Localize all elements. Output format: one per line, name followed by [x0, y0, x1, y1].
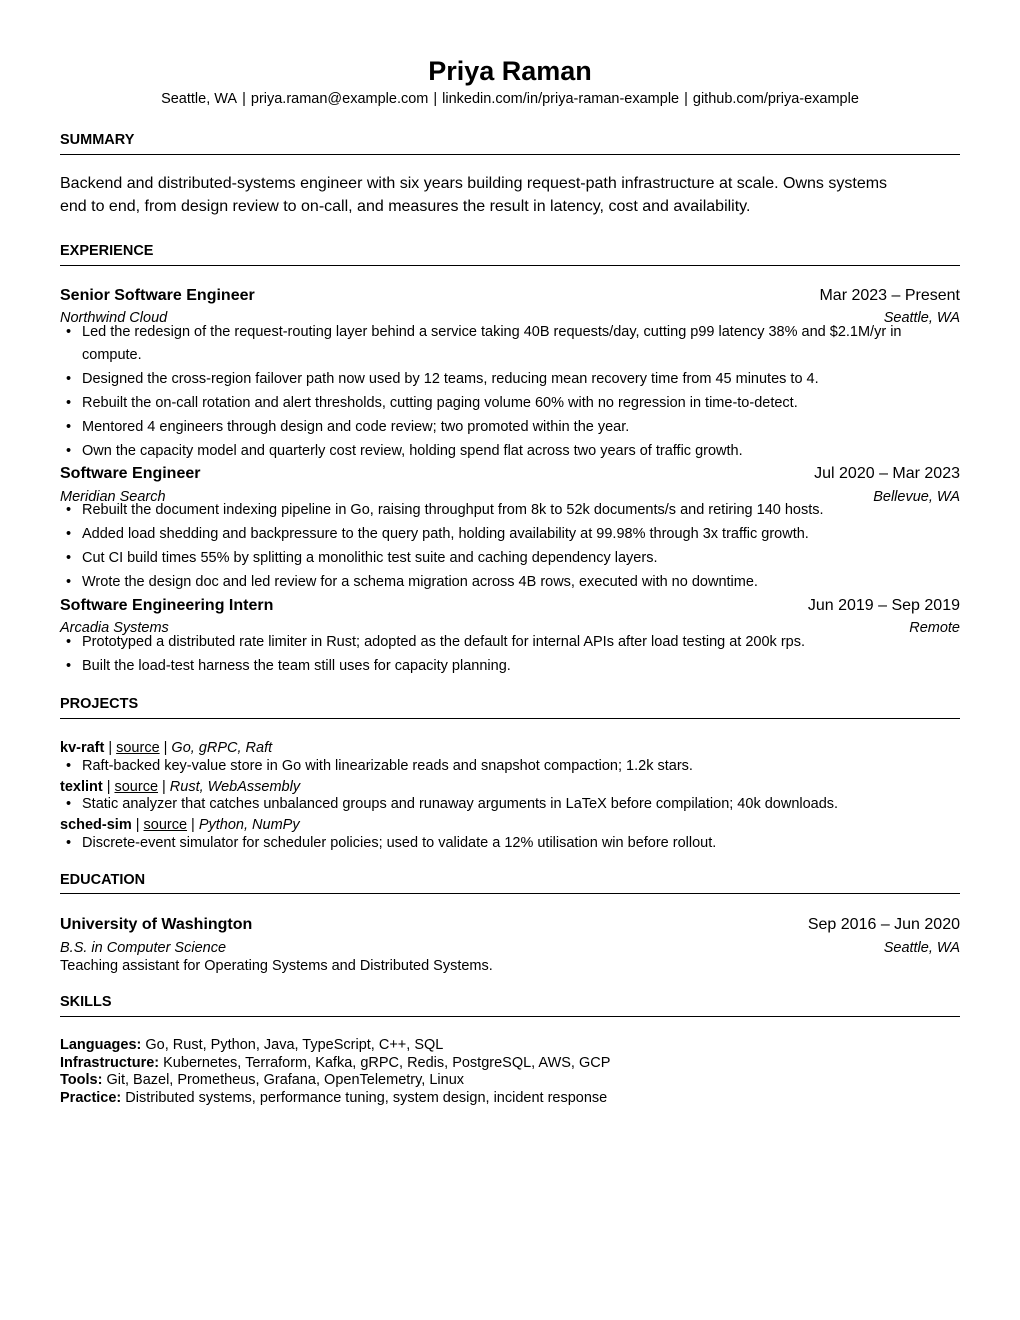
job-location: Remote	[909, 620, 960, 636]
bullet-text: Cut CI build times 55% by splitting a monolithic test suite and caching dependency layers.	[82, 550, 658, 566]
bullet-text: Rebuilt the on-call rotation and alert thresholds, cutting paging volume 60% with no regression in time-to-detect.	[82, 395, 798, 411]
education-degree: B.S. in Computer Science	[60, 940, 227, 956]
job-company: Arcadia Systems	[60, 620, 169, 636]
bullet-item	[60, 367, 960, 391]
job-bullets	[60, 498, 960, 594]
skill-label: Infrastructure:	[60, 1054, 160, 1071]
education-dates: Sep 2016 – Jun 2020	[807, 916, 960, 933]
job-location: Bellevue, WA	[873, 489, 960, 505]
bullet-dot: •	[66, 796, 72, 812]
bullet-text: Wrote the design doc and led review for a schema migration across 4B rows, executed with no downtime.	[82, 574, 758, 590]
project-name: kv-raft	[60, 740, 105, 756]
bullet-dot: •	[66, 758, 72, 774]
skill-label: Tools:	[60, 1072, 103, 1088]
pipe-separator: |	[108, 740, 113, 756]
bullet-dot: •	[66, 419, 72, 435]
pipe-separator: |	[135, 817, 140, 833]
bullet-item	[60, 320, 960, 344]
project-tech: Python, NumPy	[198, 817, 300, 833]
contact-email[interactable]: priya.raman@example.com	[250, 91, 429, 107]
skill-row	[60, 1090, 960, 1108]
bullet-text: Raft-backed key-value store in Go with linearizable reads and snapshot compaction; 1.2k stars.	[82, 758, 693, 774]
bullet-dot: •	[66, 395, 72, 411]
section-title-experience: EXPERIENCE	[60, 243, 154, 259]
job-bullets	[60, 630, 960, 678]
bullet-dot: •	[66, 371, 72, 387]
skill-value: Kubernetes, Terraform, Kafka, gRPC, Redis, PostgreSQL, AWS, GCP	[163, 1054, 611, 1071]
project-header	[60, 778, 300, 796]
job-location: Seattle, WA	[883, 310, 960, 326]
bullet-item	[60, 654, 960, 678]
contact-linkedin[interactable]: linkedin.com/in/priya-raman-example	[442, 91, 680, 107]
bullet-text: Led the redesign of the request-routing layer behind a service taking 40B requests/day, cutting p99 latency 38% and $2.1M/yr in	[82, 324, 902, 340]
pipe-separator: |	[106, 779, 111, 795]
bullet-text: Rebuilt the document indexing pipeline in Go, raising throughput from 8k to 52k documents/s and retiring 140 hosts.	[82, 502, 824, 518]
project-tech: Rust, WebAssembly	[169, 779, 301, 795]
summary-text	[60, 172, 960, 218]
skill-label: Practice:	[60, 1089, 122, 1106]
project-tech: Go, gRPC, Raft	[171, 740, 273, 756]
education-school: University of Washington	[60, 916, 253, 933]
job-dates: Jul 2020 – Mar 2023	[814, 465, 960, 482]
section-title-projects: PROJECTS	[60, 696, 139, 712]
section-title-skills: SKILLS	[60, 994, 112, 1010]
bullet-dot: •	[66, 574, 72, 590]
job-dates: Mar 2023 – Present	[819, 287, 960, 304]
bullet-continuation	[60, 343, 960, 367]
resume-page	[60, 0, 960, 1320]
project-header	[60, 816, 300, 834]
project-header	[60, 739, 272, 757]
bullet-dot: •	[66, 443, 72, 459]
bullet-text: Added load shedding and backpressure to the query path, holding availability at 99.98% through 3x traffic growth.	[82, 526, 809, 542]
bullet-item	[60, 630, 960, 654]
summary-line: end to end, from design review to on-call, and measures the result in latency, cost and availability.	[60, 198, 751, 215]
skill-row	[60, 1055, 960, 1073]
bullet-text: Mentored 4 engineers through design and code review; two promoted within the year.	[82, 419, 630, 435]
project-bullet	[60, 834, 716, 852]
project-name: sched-sim	[60, 817, 132, 833]
bullet-item	[60, 498, 960, 522]
bullet-item	[60, 546, 960, 570]
skills-list	[60, 1037, 960, 1107]
bullet-dot: •	[66, 324, 72, 340]
section-divider	[60, 154, 960, 155]
section-divider	[60, 893, 960, 894]
contact-line	[60, 90, 960, 108]
bullet-text: Designed the cross-region failover path now used by 12 teams, reducing mean recovery time from 45 minutes to 4.	[82, 371, 819, 387]
job-title: Software Engineer	[60, 465, 201, 482]
project-source-link[interactable]: source	[143, 817, 188, 833]
bullet-dot: •	[66, 835, 72, 851]
bullet-dot: •	[66, 526, 72, 542]
job-title: Senior Software Engineer	[60, 287, 255, 304]
skill-row	[60, 1072, 960, 1090]
skill-value: Git, Bazel, Prometheus, Grafana, OpenTelemetry, Linux	[106, 1072, 465, 1088]
bullet-text: Prototyped a distributed rate limiter in Rust; adopted as the default for internal APIs after load testing at 200k rps.	[82, 634, 805, 650]
pipe-separator: |	[162, 779, 166, 795]
bullet-text: compute.	[82, 347, 142, 363]
contact-separator: |	[433, 91, 438, 107]
summary-line: Backend and distributed-systems engineer with six years building request-path infrastructure at scale. Owns systems	[60, 175, 888, 192]
job-company: Northwind Cloud	[60, 310, 168, 326]
bullet-dot: •	[66, 658, 72, 674]
education-note: Teaching assistant for Operating Systems and Distributed Systems.	[60, 958, 493, 974]
pipe-separator: |	[163, 740, 168, 756]
bullet-text: Built the load-test harness the team still uses for capacity planning.	[82, 658, 511, 674]
job-bullets	[60, 320, 960, 463]
section-divider	[60, 1016, 960, 1017]
skill-row	[60, 1037, 960, 1055]
job-title: Software Engineering Intern	[60, 597, 274, 614]
job-dates: Jun 2019 – Sep 2019	[807, 597, 960, 614]
pipe-separator: |	[191, 817, 195, 833]
bullet-text: Own the capacity model and quarterly cost review, holding spend flat across two years of traffic growth.	[82, 443, 743, 459]
education-location: Seattle, WA	[883, 940, 960, 956]
bullet-dot: •	[66, 550, 72, 566]
contact-separator: |	[242, 91, 246, 107]
project-bullet	[60, 795, 838, 813]
bullet-item	[60, 522, 960, 546]
contact-github[interactable]: github.com/priya-example	[692, 91, 859, 107]
bullet-item	[60, 391, 960, 415]
candidate-name: Priya Raman	[428, 56, 592, 86]
skill-value: Distributed systems, performance tuning, system design, incident response	[125, 1089, 608, 1106]
bullet-dot: •	[66, 502, 72, 518]
contact-separator: |	[684, 91, 688, 107]
project-source-link[interactable]: source	[116, 740, 160, 756]
project-name: texlint	[60, 779, 103, 795]
section-title-summary: SUMMARY	[60, 132, 135, 148]
project-source-link[interactable]: source	[114, 779, 159, 795]
skill-value: Go, Rust, Python, Java, TypeScript, C++, SQL	[145, 1037, 444, 1053]
bullet-item	[60, 570, 960, 594]
bullet-item	[60, 415, 960, 439]
contact-location: Seattle, WA	[161, 91, 238, 107]
section-divider	[60, 265, 960, 266]
bullet-text: Discrete-event simulator for scheduler policies; used to validate a 12% utilisation win before rollout.	[82, 835, 717, 851]
section-title-education: EDUCATION	[60, 872, 146, 888]
project-bullet	[60, 757, 693, 775]
bullet-item	[60, 439, 960, 463]
job-company: Meridian Search	[60, 489, 166, 505]
skill-label: Languages:	[60, 1037, 142, 1053]
bullet-dot: •	[66, 634, 72, 650]
bullet-text: Static analyzer that catches unbalanced groups and runaway arguments in LaTeX before compilation; 40k downloads.	[82, 796, 839, 812]
section-divider	[60, 718, 960, 719]
